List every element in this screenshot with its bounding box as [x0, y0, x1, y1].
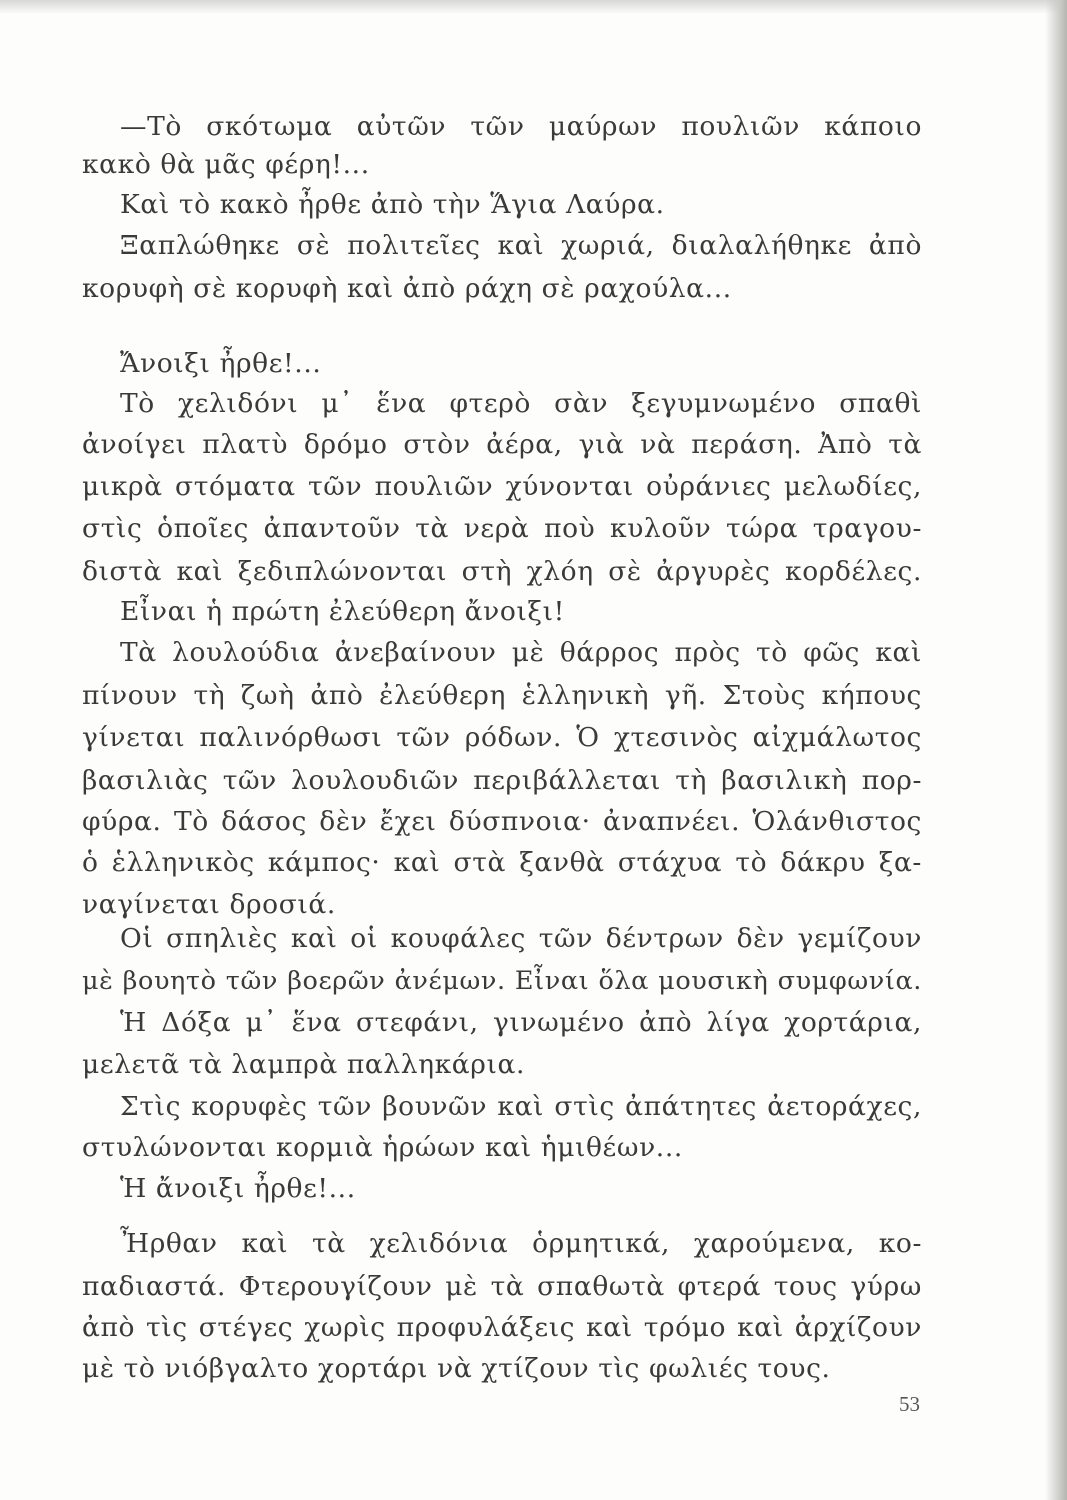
text-line: Τὸ χελιδόνι μ᾽ ἕνα φτερὸ σὰν ξεγυμνωμένο σπαθὶ — [120, 388, 922, 419]
text-line: φύρα. Τὸ δάσος δὲν ἔχει δύσπνοια· ἀναπνέει. Ὁλάνθιστος — [82, 806, 922, 837]
text-line: Ξαπλώθηκε σὲ πολιτεῖες καὶ χωριά, διαλαλήθηκε ἀπὸ — [120, 230, 922, 261]
text-line: ἀπὸ τὶς στέγες χωρὶς προφυλάξεις καὶ τρόμο καὶ ἀρχίζουν — [82, 1312, 922, 1343]
text-line: Τὰ λουλούδια ἀνεβαίνουν μὲ θάρρος πρὸς τὸ φῶς καὶ — [120, 637, 922, 668]
page-number: 53 — [899, 1392, 920, 1416]
text-line: Ἡ Δόξα μ᾽ ἕνα στεφάνι, γινωμένο ἀπὸ λίγα χορτάρια, — [120, 1007, 922, 1038]
page-top-shadow — [0, 0, 1067, 14]
text-line: μικρὰ στόματα τῶν πουλιῶν χύνονται οὐράνιες μελωδίες, — [82, 471, 922, 502]
page-right-shadow — [1045, 0, 1067, 1500]
text-line: παδιαστά. Φτερουγίζουν μὲ τὰ σπαθωτὰ φτερά τους γύρω — [82, 1271, 922, 1302]
text-line: βασιλιὰς τῶν λουλουδιῶν περιβάλλεται τὴ βασιλικὴ πορ- — [82, 765, 922, 796]
text-line: Ἄνοιξι ἦρθε!... — [120, 348, 322, 379]
text-line: μελετᾶ τὰ λαμπρὰ παλληκάρια. — [82, 1049, 525, 1080]
text-line: Εἶναι ἡ πρώτη ἐλεύθερη ἄνοιξι! — [120, 596, 565, 627]
text-line: στὶς ὁποῖες ἀπαντοῦν τὰ νερὰ ποὺ κυλοῦν τώρα τραγου- — [82, 513, 922, 544]
text-line: κακὸ θὰ μᾶς φέρη!... — [82, 149, 370, 180]
text-line: ναγίνεται δροσιά. — [82, 889, 336, 920]
text-line: γίνεται παλινόρθωσι τῶν ρόδων. Ὁ χτεσινὸς αἰχμάλωτος — [82, 722, 922, 753]
text-line: μὲ τὸ νιόβγαλτο χορτάρι νὰ χτίζουν τὶς φωλιές τους. — [82, 1353, 831, 1384]
text-line: μὲ βουητὸ τῶν βοερῶν ἀνέμων. Εἶναι ὅλα μουσικὴ συμφωνία. — [82, 966, 922, 996]
text-line: Στὶς κορυφὲς τῶν βουνῶν καὶ στὶς ἀπάτητες ἀετοράχες, — [120, 1091, 922, 1122]
text-line: στυλώνονται κορμιὰ ἡρώων καὶ ἡμιθέων... — [82, 1132, 683, 1163]
text-line: Οἱ σπηλιὲς καὶ οἱ κουφάλες τῶν δέντρων δὲν γεμίζουν — [120, 923, 922, 954]
text-line: κορυφὴ σὲ κορυφὴ καὶ ἀπὸ ράχη σὲ ραχούλα... — [82, 273, 732, 304]
text-line: Ἡ ἄνοιξι ἦρθε!... — [120, 1173, 356, 1204]
text-line: ὁ ἑλληνικὸς κάμπος· καὶ στὰ ξανθὰ στάχυα τὸ δάκρυ ξα- — [82, 847, 922, 878]
text-line: πίνουν τὴ ζωὴ ἀπὸ ἐλεύθερη ἑλληνικὴ γῆ. Στοὺς κήπους — [82, 680, 922, 711]
text-line: διστὰ καὶ ξεδιπλώνονται στὴ χλόη σὲ ἀργυρὲς κορδέλες. — [82, 556, 922, 587]
text-line: Καὶ τὸ κακὸ ἦρθε ἀπὸ τὴν Ἅγια Λαύρα. — [120, 189, 665, 220]
text-line: Ἦρθαν καὶ τὰ χελιδόνια ὁρμητικά, χαρούμενα, κο- — [120, 1228, 922, 1259]
text-line: —Τὸ σκότωμα αὐτῶν τῶν μαύρων πουλιῶν κάποιο — [120, 111, 922, 142]
text-line: ἀνοίγει πλατὺ δρόμο στὸν ἀέρα, γιὰ νὰ περάση. Ἀπὸ τὰ — [82, 429, 922, 460]
